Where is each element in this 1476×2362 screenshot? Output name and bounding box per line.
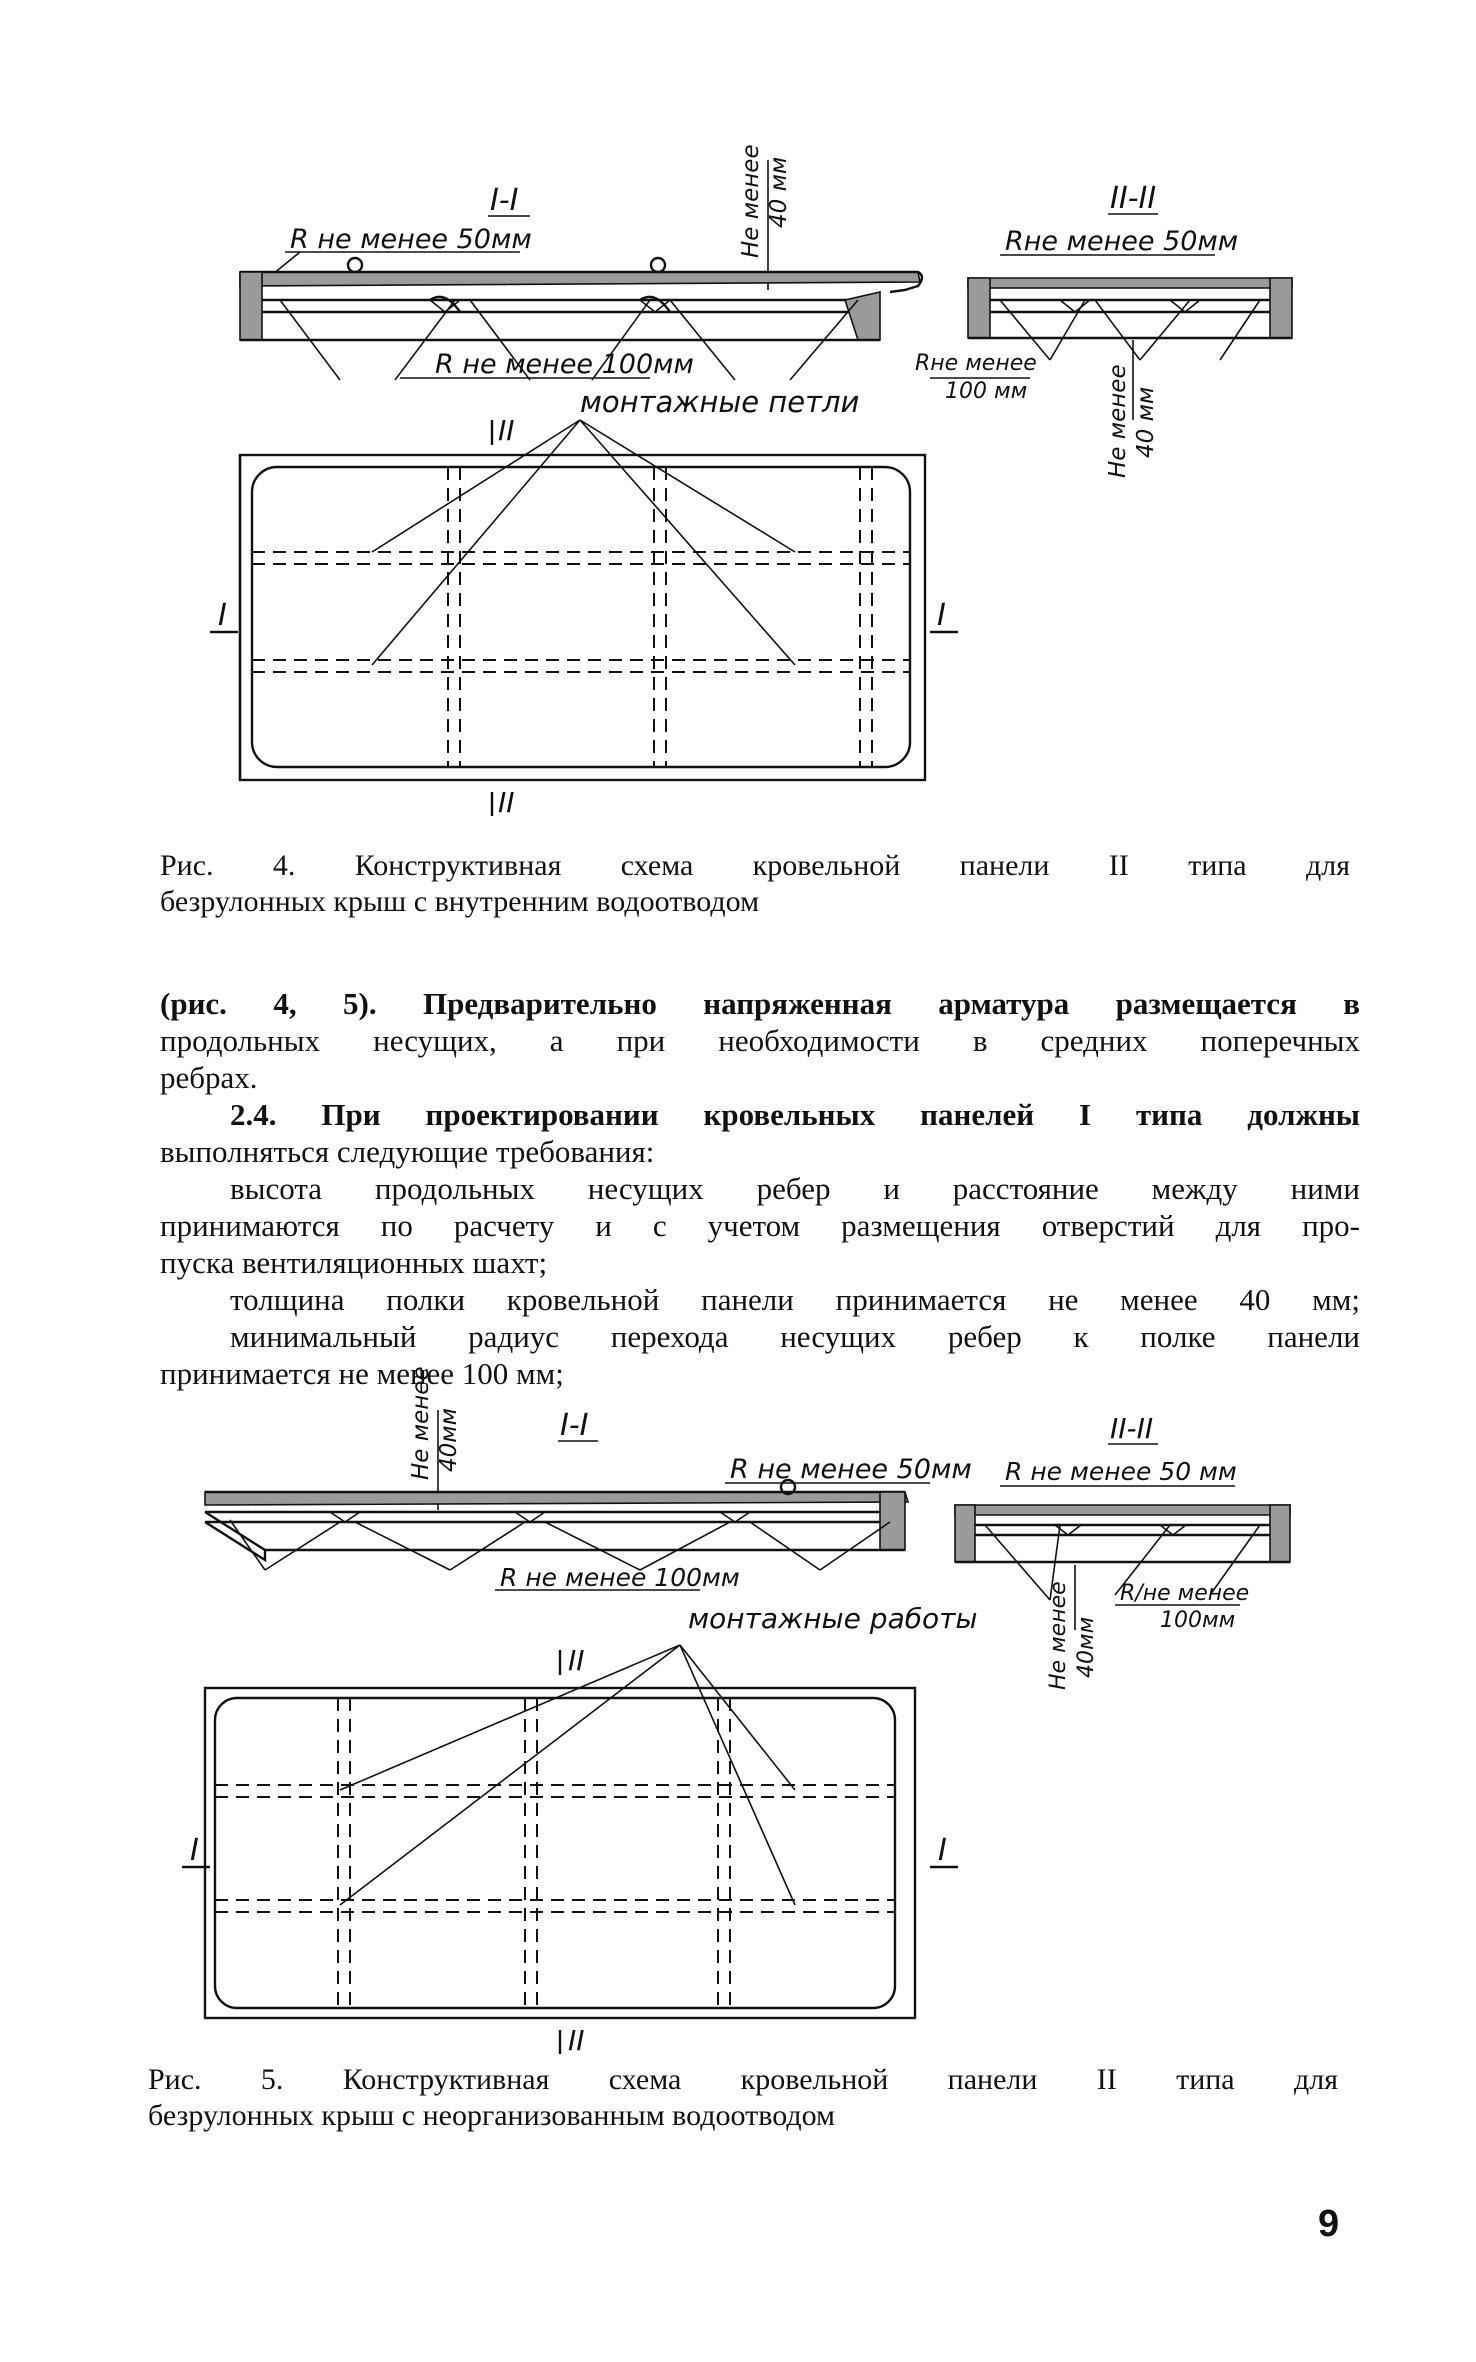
fig4-cut-1-right: I — [937, 598, 946, 633]
fig4-radius-100-b2-label: 100 мм — [945, 379, 1028, 404]
fig4-radius-100-b-label: Rне менее — [915, 351, 1037, 376]
body-text — [160, 985, 1360, 1392]
p5-line1: минимальный радиус перехода несущих ребер к полке панели — [230, 1319, 1360, 1354]
fig4-caption-line1: Рис. 4. Конструктивная схема кровельной панели II типа для — [160, 849, 1350, 882]
fig5-thickness-1: Не менее — [408, 1366, 434, 1480]
fig5-radius-50-b-label: R не менее 50 мм — [1005, 1457, 1237, 1486]
fig5-caption-line1: Рис. 5. Конструктивная схема кровельной панели II типа для — [148, 2063, 1338, 2096]
fig5-thickness-2: 40мм — [436, 1408, 462, 1472]
fig5-cut-1-right: I — [938, 1833, 947, 1868]
fig4-thickness-1b: Не менее — [1105, 364, 1131, 478]
p5-line2: принимается не менее 100 мм; — [160, 1356, 564, 1391]
page-number: 9 — [1318, 2203, 1340, 2245]
p1-line3: ребрах. — [160, 1060, 258, 1095]
fig5-thickness-2b: 40мм — [1074, 1616, 1099, 1678]
fig4-cut-2-top: II — [498, 414, 515, 447]
fig4-section-2-label: II-II — [1110, 181, 1157, 216]
figure-4-drawing — [0, 0, 1476, 830]
p2-line2: выполняться следующие требования: — [160, 1134, 655, 1169]
figure-5-caption — [148, 2062, 1348, 2134]
fig5-section-1-label: I-I — [560, 1408, 589, 1443]
fig4-cut-1-left: I — [218, 598, 227, 633]
fig5-caption-line2: безрулонных крыш с неорганизованным водоотводом — [148, 2099, 836, 2132]
p3-line1: высота продольных несущих ребер и расстояние между ними — [230, 1171, 1360, 1206]
fig5-thickness-1b: Не менее — [1046, 1581, 1071, 1690]
fig5-radius-100-b2-label: 100мм — [1160, 1608, 1236, 1633]
fig4-thickness-2b: 40 мм — [1133, 386, 1159, 458]
fig4-thickness-2: 40 мм — [766, 156, 792, 228]
fig5-radius-50-label: R не менее 50мм — [730, 1454, 972, 1485]
fig4-section-1-label: I-I — [490, 183, 519, 218]
fig5-radius-100-b-label: R/не менее — [1120, 1581, 1250, 1606]
p2-num: 2.4. — [230, 1097, 277, 1132]
fig4-radius-50-label: R не менее 50мм — [290, 224, 532, 255]
fig5-cut-1-left: I — [190, 1833, 199, 1868]
p1-line2: продольных несущих, а при необходимости в средних поперечных — [160, 1023, 1360, 1058]
fig5-cut-2-bottom: II — [568, 2024, 585, 2057]
p4-line1: толщина полки кровельной панели принимается не менее 40 мм; — [230, 1282, 1360, 1317]
p3-line2: принимаются по расчету и с учетом размещения отверстий для про- — [160, 1208, 1360, 1243]
fig4-radius-100-label: R не менее 100мм — [435, 349, 694, 380]
fig4-radius-50-b-label: Rне менее 50мм — [1005, 226, 1239, 257]
fig5-radius-100-label: R не менее 100мм — [500, 1563, 740, 1592]
p1-line1: (рис. 4, 5). Предварительно напряженная арматура размещается в — [160, 986, 1360, 1021]
fig5-works-label: монтажные работы — [688, 1602, 978, 1635]
figure-4-caption — [160, 848, 1360, 920]
fig4-caption-line2: безрулонных крыш с внутренним водоотводом — [160, 885, 760, 918]
p2-line1: При проектировании кровельных панелей I типа должны — [321, 1097, 1361, 1132]
fig4-thickness-1: Не менее — [738, 144, 764, 258]
fig5-section-2-label: II-II — [1110, 1412, 1154, 1445]
fig5-cut-2-top: II — [568, 1644, 585, 1677]
fig4-cut-2-bottom: II — [498, 786, 515, 819]
fig4-loops-label: монтажные петли — [580, 385, 860, 419]
p3-line3: пуска вентиляционных шахт; — [160, 1245, 548, 1280]
